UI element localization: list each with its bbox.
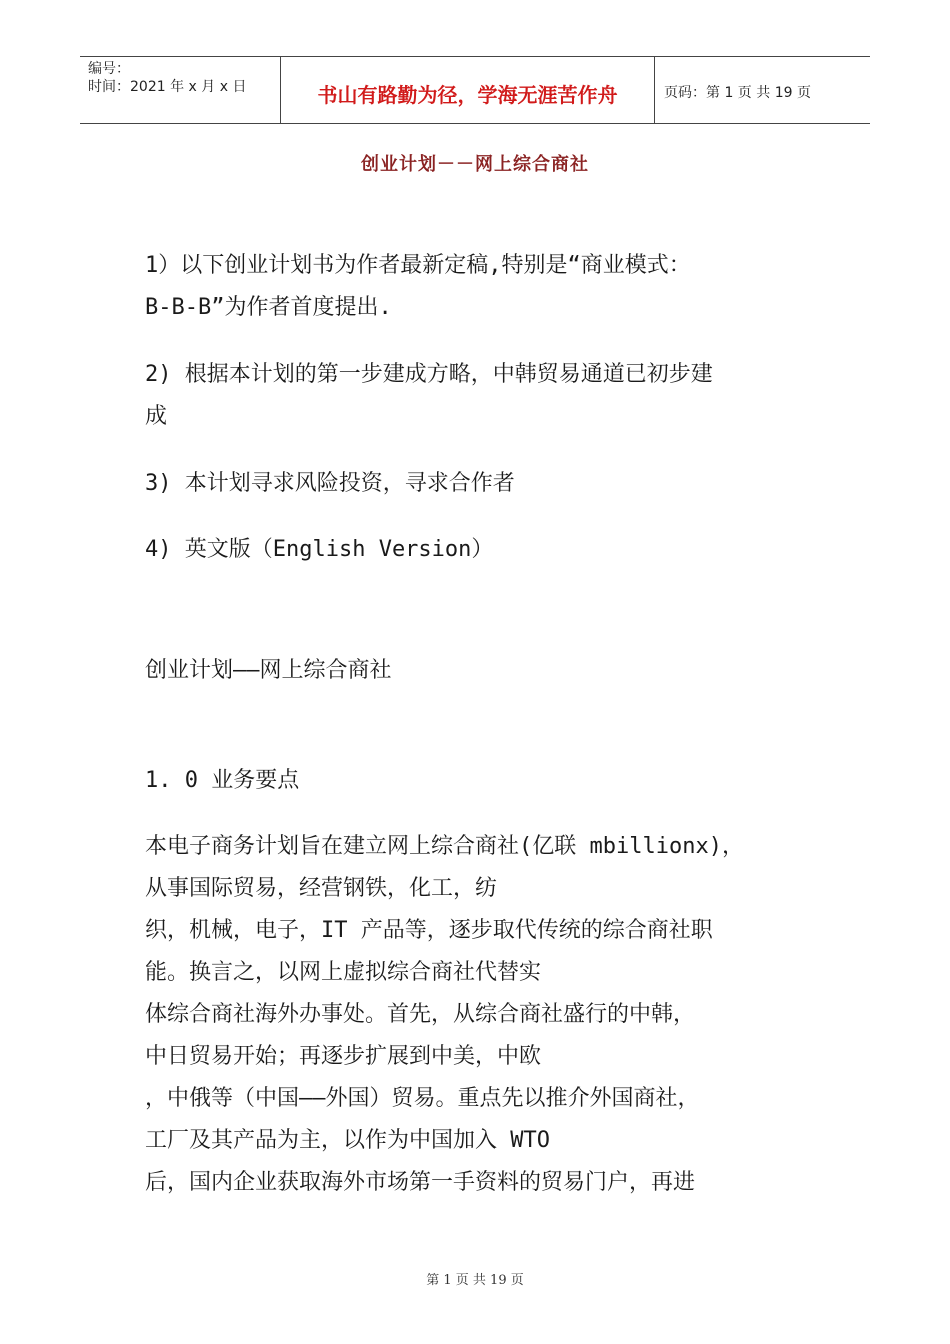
note-2-line-1: 2) 根据本计划的第一步建成方略，中韩贸易通道已初步建: [145, 362, 713, 387]
paragraph-line: 本电子商务计划旨在建立网上综合商社(亿联 mbillionx)，: [145, 834, 744, 859]
subtitle: [145, 650, 805, 692]
note-4: [145, 529, 805, 571]
header-page-info: 页码：第 1 页 共 19 页: [664, 85, 811, 101]
header-meta: [88, 60, 246, 96]
paragraph-line: 从事国际贸易，经营钢铁，化工，纺: [145, 876, 498, 901]
header-motto: 书山有路勤为径，学海无涯苦作舟: [317, 83, 618, 107]
paragraph-line: 体综合商社海外办事处。首先，从综合商社盛行的中韩，: [145, 1002, 696, 1027]
note-2-line-2: 成: [145, 404, 168, 429]
paragraph-line: 后，国内企业获取海外市场第一手资料的贸易门户，再进: [145, 1170, 696, 1195]
section-heading: [145, 760, 805, 802]
header-time-label: 时间：2021 年 x 月 x 日: [88, 79, 247, 95]
note-2: [145, 354, 805, 438]
document-title: 创业计划－－网上综合商社: [361, 154, 589, 175]
page-footer: 第 1 页 共 19 页: [426, 1273, 524, 1288]
document-header: [80, 56, 870, 124]
paragraph-line: 中日贸易开始；再逐步扩展到中美，中欧: [145, 1044, 542, 1069]
note-4-line-1: 4) 英文版（English Version）: [145, 537, 494, 562]
header-divider-right: [654, 57, 655, 123]
paragraph-line: ，中俄等（中国——外国）贸易。重点先以推介外国商社，: [145, 1086, 700, 1111]
paragraph-line: 工厂及其产品为主，以作为中国加入 WTO: [145, 1128, 550, 1153]
note-1-line-1: 1）以下创业计划书为作者最新定稿,特别是“商业模式：: [145, 253, 691, 278]
subtitle-text: 创业计划——网上综合商社: [145, 658, 392, 683]
section-heading-text: 1. 0 业务要点: [145, 768, 300, 793]
business-paragraph: [145, 826, 805, 1204]
paragraph-line: 能。换言之，以网上虚拟综合商社代替实: [145, 960, 542, 985]
note-1: [145, 245, 805, 329]
note-3: [145, 463, 805, 505]
note-1-line-2: B-B-B”为作者首度提出.: [145, 295, 392, 320]
paragraph-line: 织，机械，电子，IT 产品等，逐步取代传统的综合商社职: [145, 918, 713, 943]
note-3-line-1: 3) 本计划寻求风险投资，寻求合作者: [145, 471, 515, 496]
header-number-label: 编号：: [88, 61, 130, 77]
